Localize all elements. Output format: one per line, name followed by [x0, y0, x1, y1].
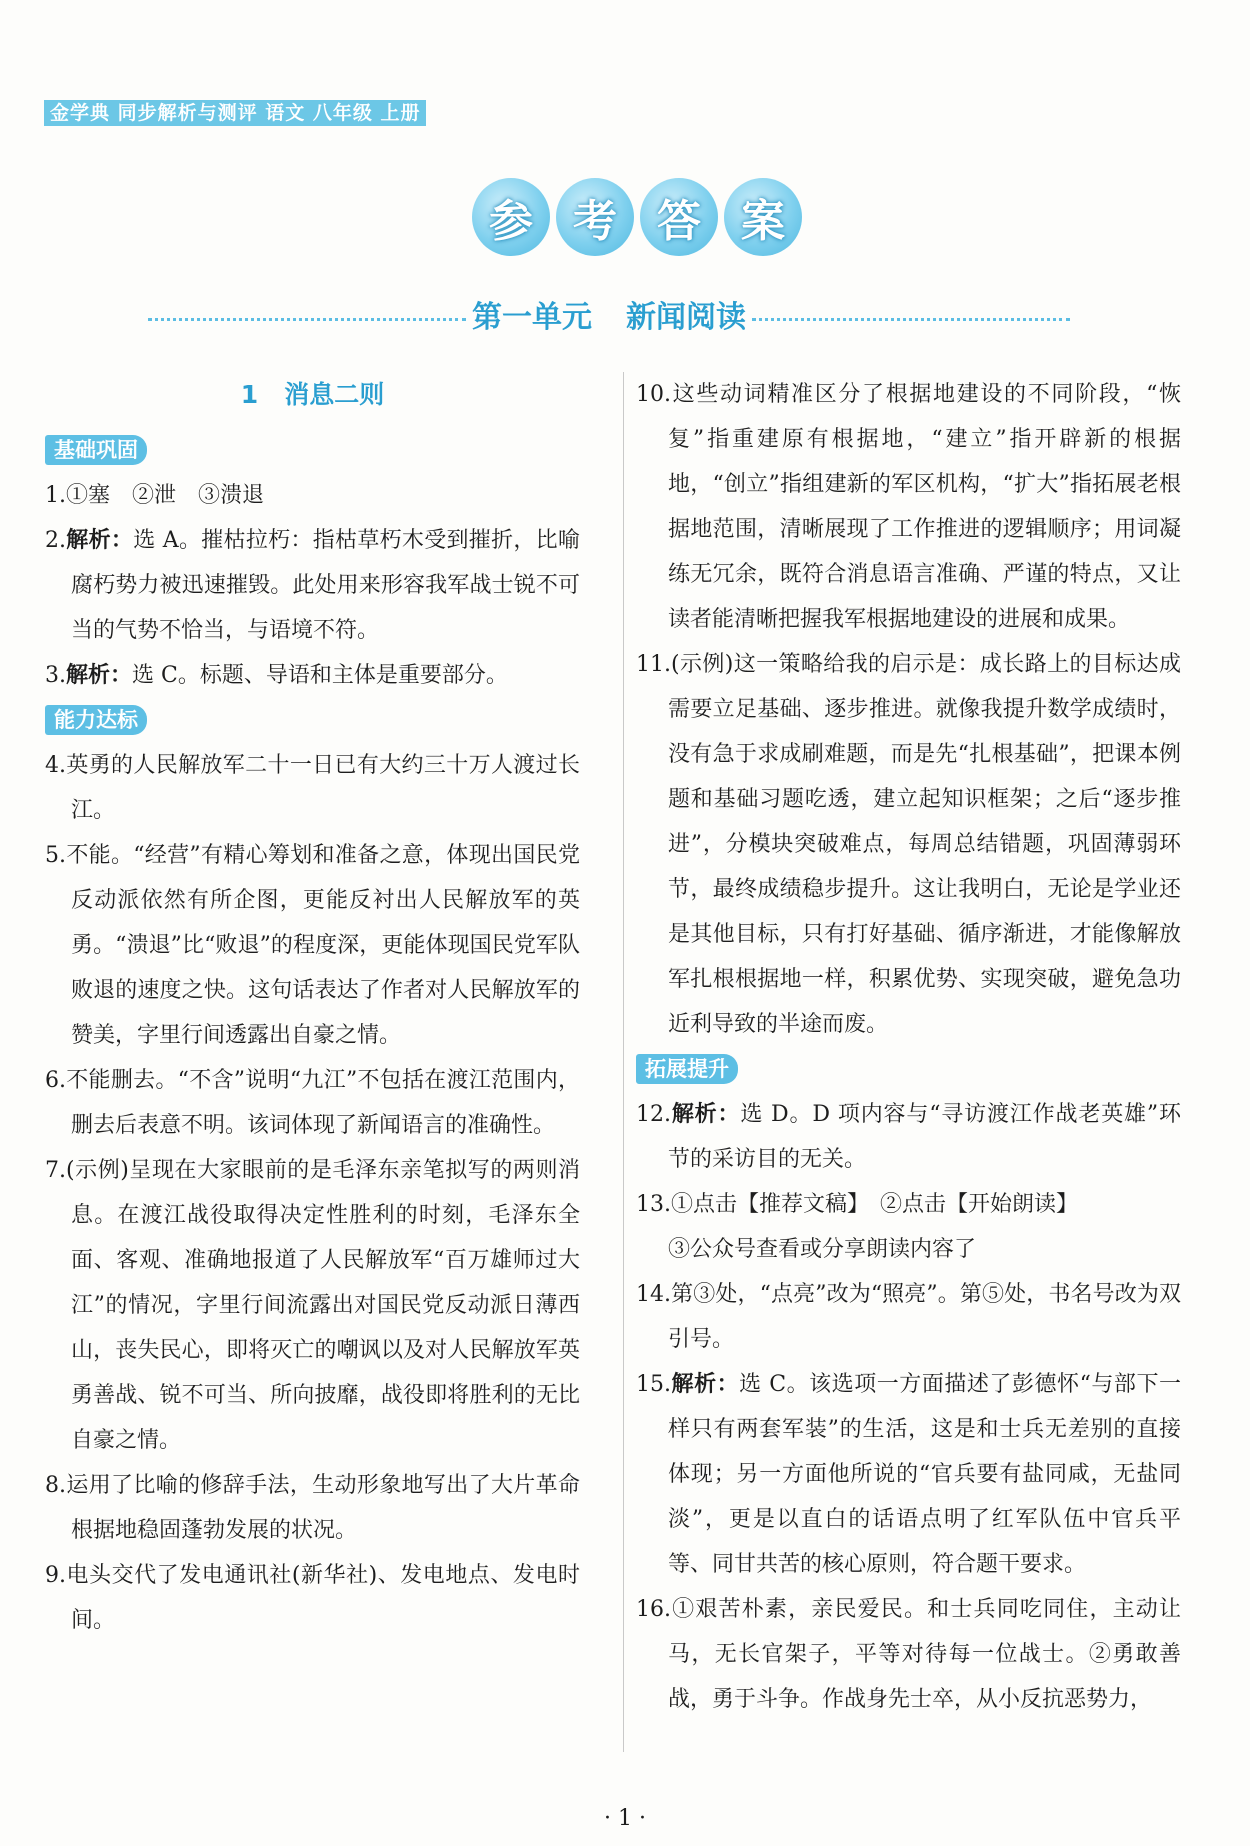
- section-tag-extend: 拓展提升: [636, 1054, 738, 1084]
- section-tag-basic: 基础巩固: [45, 435, 147, 465]
- lesson-number: 1: [240, 380, 259, 409]
- answer-item: 3.解析：选 C。标题、导语和主体是重要部分。: [45, 663, 508, 688]
- answer-item: 6.不能删去。“不含”说明“九江”不包括在渡江范围内，删去后表意不明。该词体现了新闻语言的准确性。: [45, 1068, 580, 1138]
- page-number: · 1 ·: [604, 1806, 646, 1831]
- answer-item: 2.解析：选 A。摧枯拉朽：指枯草朽木受到摧折，比喻腐朽势力被迅速摧毁。此处用来形容我军战士锐不可当的气势不恰当，与语境不符。: [45, 528, 580, 643]
- unit-number: 第一单元: [472, 300, 592, 335]
- lesson-name: 消息二则: [284, 380, 385, 409]
- title-char: 案: [724, 178, 802, 256]
- dotted-rule-right: [752, 318, 1070, 321]
- answer-item: 10.这些动词精准区分了根据地建设的不同阶段，“恢复”指重建原有根据地，“建立”指开辟新的根据地，“创立”指组建新的军区机构，“扩大”指拓展老根据地范围，清晰展现了工作推进的逻辑顺序；用词凝练无冗余，既符合消息语言准确、严谨的特点，又让读者能清晰把握我军根据地建设的进展和成果。: [636, 382, 1181, 632]
- answer-item: 14.第③处，“点亮”改为“照亮”。第⑤处，书名号改为双引号。: [636, 1282, 1181, 1352]
- series-banner: 金学典 同步解析与测评 语文 八年级 上册: [44, 100, 426, 126]
- answer-item: 12.解析：选 D。D 项内容与“寻访渡江作战老英雄”环节的采访目的无关。: [636, 1102, 1181, 1172]
- unit-heading: [148, 292, 1070, 336]
- answer-item: 8.运用了比喻的修辞手法，生动形象地写出了大片革命根据地稳固蓬勃发展的状况。: [45, 1473, 580, 1543]
- unit-topic: 新闻阅读: [626, 300, 746, 335]
- lesson-title: [45, 372, 580, 424]
- column-divider: [623, 372, 624, 1752]
- answer-item: 13.①点击【推荐文稿】 ②点击【开始朗读】 ③公众号查看或分享朗读内容了: [636, 1192, 1079, 1262]
- answer-item: 16.①艰苦朴素，亲民爱民。和士兵同吃同住，主动让马，无长官架子，平等对待每一位战士。②勇敢善战，勇于斗争。作战身先士卒，从小反抗恶势力，: [636, 1597, 1181, 1712]
- title-char: 参: [472, 178, 550, 256]
- answer-item: 1.①塞 ②泄 ③溃退: [45, 483, 265, 508]
- answer-item: 9.电头交代了发电通讯社(新华社)、发电地点、发电时间。: [45, 1563, 580, 1633]
- unit-title: [466, 292, 752, 336]
- answer-item: 11.(示例)这一策略给我的启示是：成长路上的目标达成需要立足基础、逐步推进。就像我提升数学成绩时，没有急于求成刷难题，而是先“扎根基础”，把课本例题和基础习题吃透，建立起知识框架；之后“逐步推进”，分模块突破难点，每周总结错题，巩固薄弱环节，最终成绩稳步提升。这让我明白，无论是学业还是其他目标，只有打好基础、循序渐进，才能像解放军扎根根据地一样，积累优势、实现突破，避免急功近利导致的半途而废。: [636, 652, 1181, 1037]
- answer-title: [472, 178, 802, 262]
- right-column: [636, 372, 1181, 1722]
- answer-item: 5.不能。“经营”有精心筹划和准备之意，体现出国民党反动派依然有所企图，更能反衬出人民解放军的英勇。“溃退”比“败退”的程度深，更能体现国民党军队败退的速度之快。这句话表达了作者对人民解放军的赞美，字里行间透露出自豪之情。: [45, 843, 580, 1048]
- answer-item: 7.(示例)呈现在大家眼前的是毛泽东亲笔拟写的两则消息。在渡江战役取得决定性胜利的时刻，毛泽东全面、客观、准确地报道了人民解放军“百万雄师过大江”的情况，字里行间流露出对国民党反动派日薄西山，丧失民心，即将灭亡的嘲讽以及对人民解放军英勇善战、锐不可当、所向披靡，战役即将胜利的无比自豪之情。: [45, 1158, 580, 1453]
- title-char: 考: [556, 178, 634, 256]
- title-char: 答: [640, 178, 718, 256]
- answer-item: 15.解析：选 C。该选项一方面描述了彭德怀“与部下一样只有两套军装”的生活，这是和士兵无差别的直接体现；另一方面他所说的“官兵要有盐同咸，无盐同淡”，更是以直白的话语点明了红军队伍中官兵平等、同甘共苦的核心原则，符合题干要求。: [636, 1372, 1181, 1577]
- left-column: [45, 372, 580, 1643]
- section-tag-ability: 能力达标: [45, 705, 147, 735]
- answer-item: 4.英勇的人民解放军二十一日已有大约三十万人渡过长江。: [45, 753, 580, 823]
- dotted-rule-left: [148, 318, 466, 321]
